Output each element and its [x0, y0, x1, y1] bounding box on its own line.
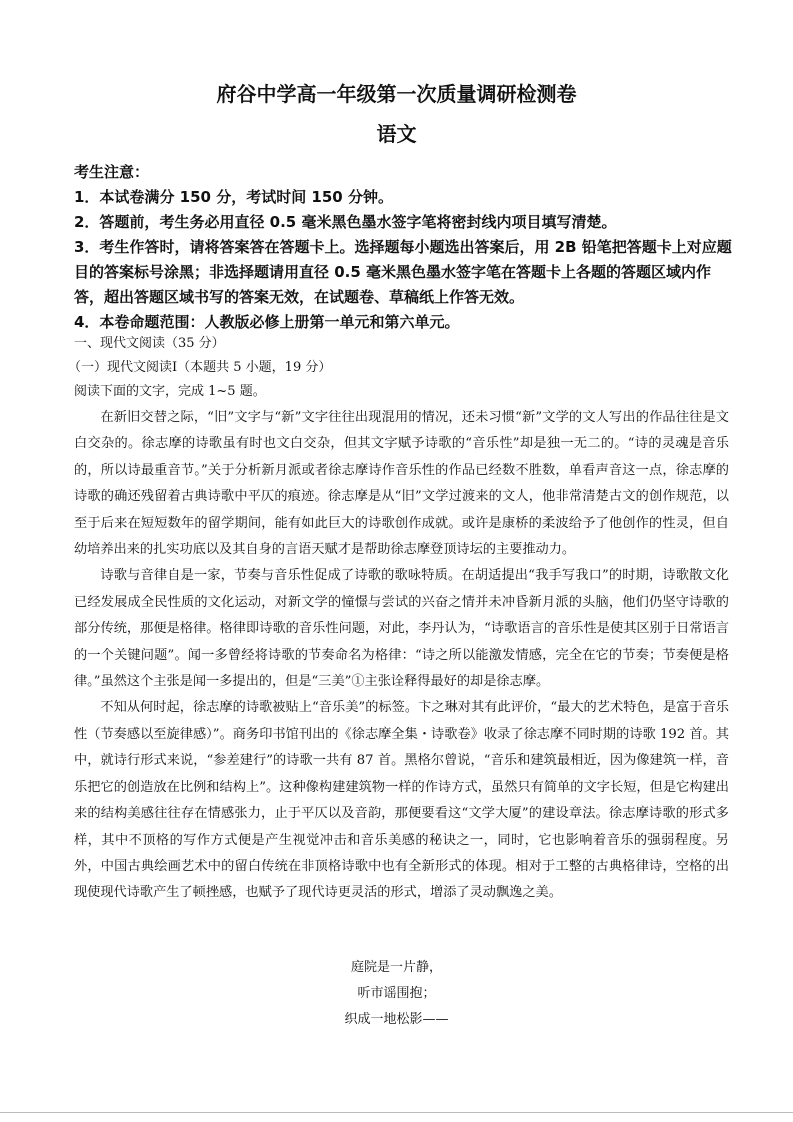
notice-item: 4．本卷命题范围：人教版必修上册第一单元和第六单元。: [74, 313, 460, 331]
article-paragraph: 在新旧交替之际，“旧”文字与“新”文字往往出现混用的情况，还未习惯“新”文学的文人写出的作品往往是文白交杂的。徐志摩的诗歌虽有时也文白交杂，但其文字赋予诗歌的“音乐性”却是独一无二的。“诗的灵魂是音乐的，所以诗最重音节。”关于分析新月派或者徐志摩诗作音乐性的作品已经数不胜数，单看声音这一点，徐志摩的诗歌的确还残留着古典诗歌中平仄的痕迹。徐志摩是从“旧”文学过渡来的文人，他非常清楚古文的创作规范，以至于后来在短短数年的留学期间，能有如此巨大的诗歌创作成就。或许是康桥的柔波给予了他创作的性灵，但自幼培养出来的扎实功底以及其自身的言语天赋才是帮助徐志摩登顶诗坛的主要推动力。: [74, 410, 729, 558]
notice-heading: 考生注意：: [74, 163, 150, 181]
notice-item: 2．答题前，考生务必用直径 0.5 毫米黑色墨水签字笔将密封线内项目填写清楚。: [74, 213, 617, 231]
poem-excerpt: [0, 955, 793, 1033]
article-body: [74, 405, 729, 907]
poem-line: 织成一地松影——: [344, 1012, 449, 1027]
section-heading: 一、现代文阅读（35 分）: [74, 336, 225, 351]
poem-line: 庭院是一片静，: [350, 960, 442, 975]
poem-line: 听市谣围抱；: [357, 986, 436, 1001]
subsection-heading: （一）现代文阅读Ⅰ（本题共 5 小题，19 分）: [68, 360, 332, 375]
notice-item: 1．本试卷满分 150 分，考试时间 150 分钟。: [74, 188, 393, 206]
exam-title: 府谷中学高一年级第一次质量调研检测卷: [216, 82, 577, 106]
page-bottom-divider: [0, 1112, 793, 1113]
reading-instruction: 阅读下面的文字，完成 1~5 题。: [74, 384, 266, 399]
notice-item: 3．考生作答时，请将答案答在答题卡上。选择题每小题选出答案后，用 2B 铅笔把答题卡上对应题目的答案标号涂黑；非选择题请用直径 0.5 毫米黑色墨水签字笔在答题卡上各题的答题区域内作答，超出答题区域书写的答案无效，在试题卷、草稿纸上作答无效。: [74, 238, 732, 306]
article-paragraph: 诗歌与音律自是一家，节奏与音乐性促成了诗歌的歌咏特质。在胡适提出“我手写我口”的时期，诗歌散文化已经发展成全民性质的文化运动，对新文学的憧憬与尝试的兴奋之情并未冲昏新月派的头脑，他们仍坚守诗歌的部分传统，那便是格律。格律即诗歌的音乐性问题，对此，李丹认为，“诗歌语言的音乐性是使其区别于日常语言的一个关键问题”。闻一多曾经将诗歌的节奏命名为格律：“诗之所以能激发情感，完全在它的节奏；节奏便是格律。”虽然这个主张是闻一多提出的，但是“三美”①主张诠释得最好的却是徐志摩。: [74, 568, 729, 690]
candidate-notice: [74, 160, 734, 335]
article-paragraph: 不知从何时起，徐志摩的诗歌被贴上“音乐美”的标签。卞之琳对其有此评价，“最大的艺术特色，是富于音乐性（节奏感以至旋律感）”。商务印书馆刊出的《徐志摩全集・诗歌卷》收录了徐志摩不同时期的诗歌 192 首。其中，就诗行形式来说，“参差建行”的诗歌一共有 87 首。黑格尔曾说，“音乐和建筑最相近，因为像建筑一样，音乐把它的创造放在比例和结构上”。这种像构建建筑物一样的作诗方式，虽然只有简单的文字长短，但是它构建出来的结构美感往往存在情感张力，止于平仄以及音韵，那便要看这“文学大厦”的建设章法。徐志摩诗歌的形式多样，其中不顶格的写作方式便是产生视觉冲击和音乐美感的秘诀之一，同时，它也影响着音乐的强弱程度。另外，中国古典绘画艺术中的留白传统在非顶格诗歌中也有全新形式的体现。相对于工整的古典格律诗，空格的出现使现代诗歌产生了顿挫感，也赋予了现代诗更灵活的形式，增添了灵动飘逸之美。: [74, 700, 729, 901]
subject-title: 语文: [376, 122, 417, 146]
